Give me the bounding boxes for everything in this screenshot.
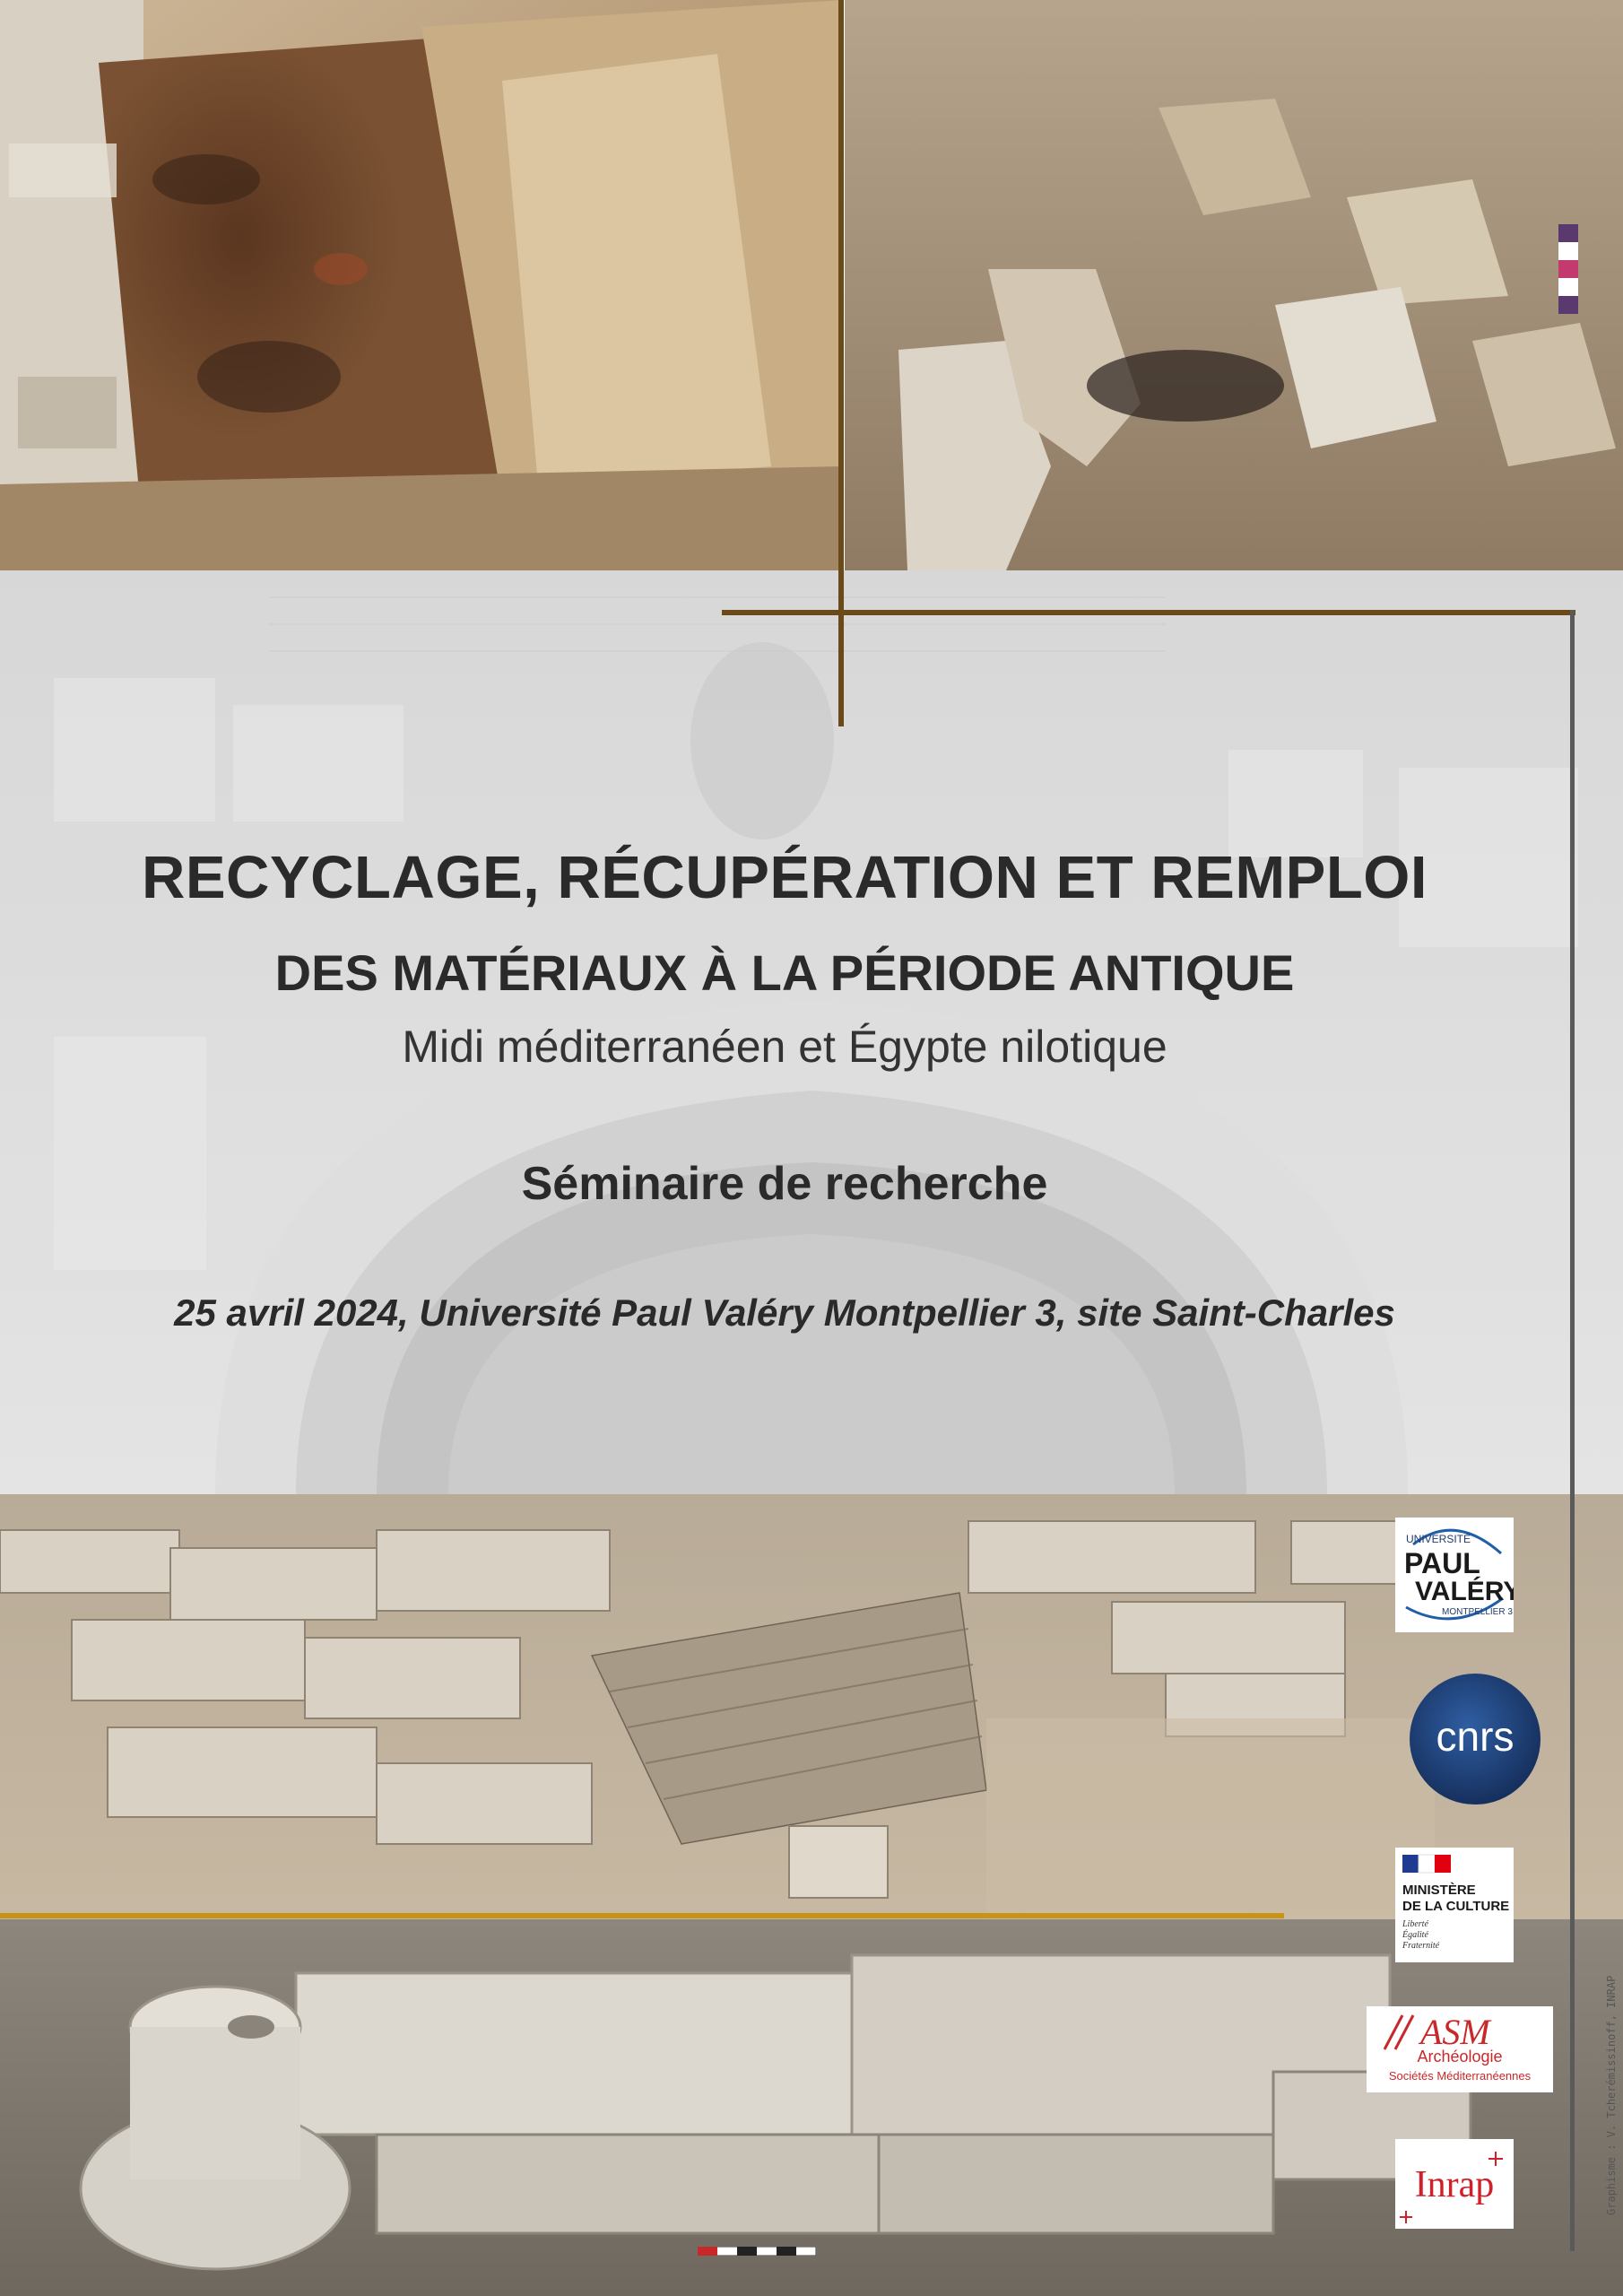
design-credit: Graphisme : V. Tcherémissinoff, INRAP [1605, 1975, 1618, 2215]
event-date-location: 25 avril 2024, Université Paul Valéry Montpellier 3, site Saint-Charles [174, 1292, 1395, 1334]
inrap-text: Inrap [1414, 2164, 1495, 2205]
asm-line3: Sociétés Méditerranéennes [1388, 2069, 1532, 2083]
asm-line2: Archéologie [1417, 2048, 1503, 2066]
scale-bar [698, 2242, 816, 2251]
inrap-logo [1395, 2139, 1514, 2229]
culture-line1: MINISTÈRE [1402, 1883, 1476, 1898]
excavation-photo-top-right [845, 0, 1623, 570]
upv-line1: UNIVERSITÉ [1406, 1533, 1471, 1545]
upv-line2: PAUL [1404, 1547, 1480, 1579]
asm-line1: ASM [1420, 2012, 1490, 2052]
accent-line-vertical-brown [838, 0, 844, 726]
poster-subtitle: DES MATÉRIAUX À LA PÉRIODE ANTIQUE [274, 944, 1295, 1001]
ministere-culture-logo [1395, 1848, 1514, 1962]
culture-motto2: Égalité [1402, 1930, 1428, 1940]
excavation-photo-top-left [0, 0, 841, 570]
poster-title: RECYCLAGE, RÉCUPÉRATION ET REMPLOI [141, 844, 1428, 911]
accent-line-vertical-grey [1570, 610, 1575, 2251]
seminar-label: Séminaire de recherche [521, 1158, 1048, 1210]
accent-line-horizontal-gold [0, 1913, 1284, 1918]
cnrs-text: cnrs [1436, 1713, 1515, 1760]
culture-motto3: Fraternité [1402, 1941, 1440, 1951]
accent-line-horizontal-brown [722, 610, 1575, 615]
upv-line3: VALÉRY [1415, 1577, 1514, 1606]
poster-region: Midi méditerranéen et Égypte nilotique [402, 1022, 1167, 1072]
upv-line4: MONTPELLIER 3 [1442, 1607, 1513, 1617]
wall-column-photo [0, 1919, 1623, 2296]
universite-paul-valery-logo [1395, 1518, 1514, 1632]
stone-blocks-photo [0, 1494, 1623, 1919]
culture-line2: DE LA CULTURE [1402, 1899, 1510, 1914]
asm-archeologie-logo [1367, 2006, 1553, 2092]
culture-motto1: Liberté [1402, 1919, 1428, 1929]
cnrs-logo [1408, 1672, 1542, 1806]
